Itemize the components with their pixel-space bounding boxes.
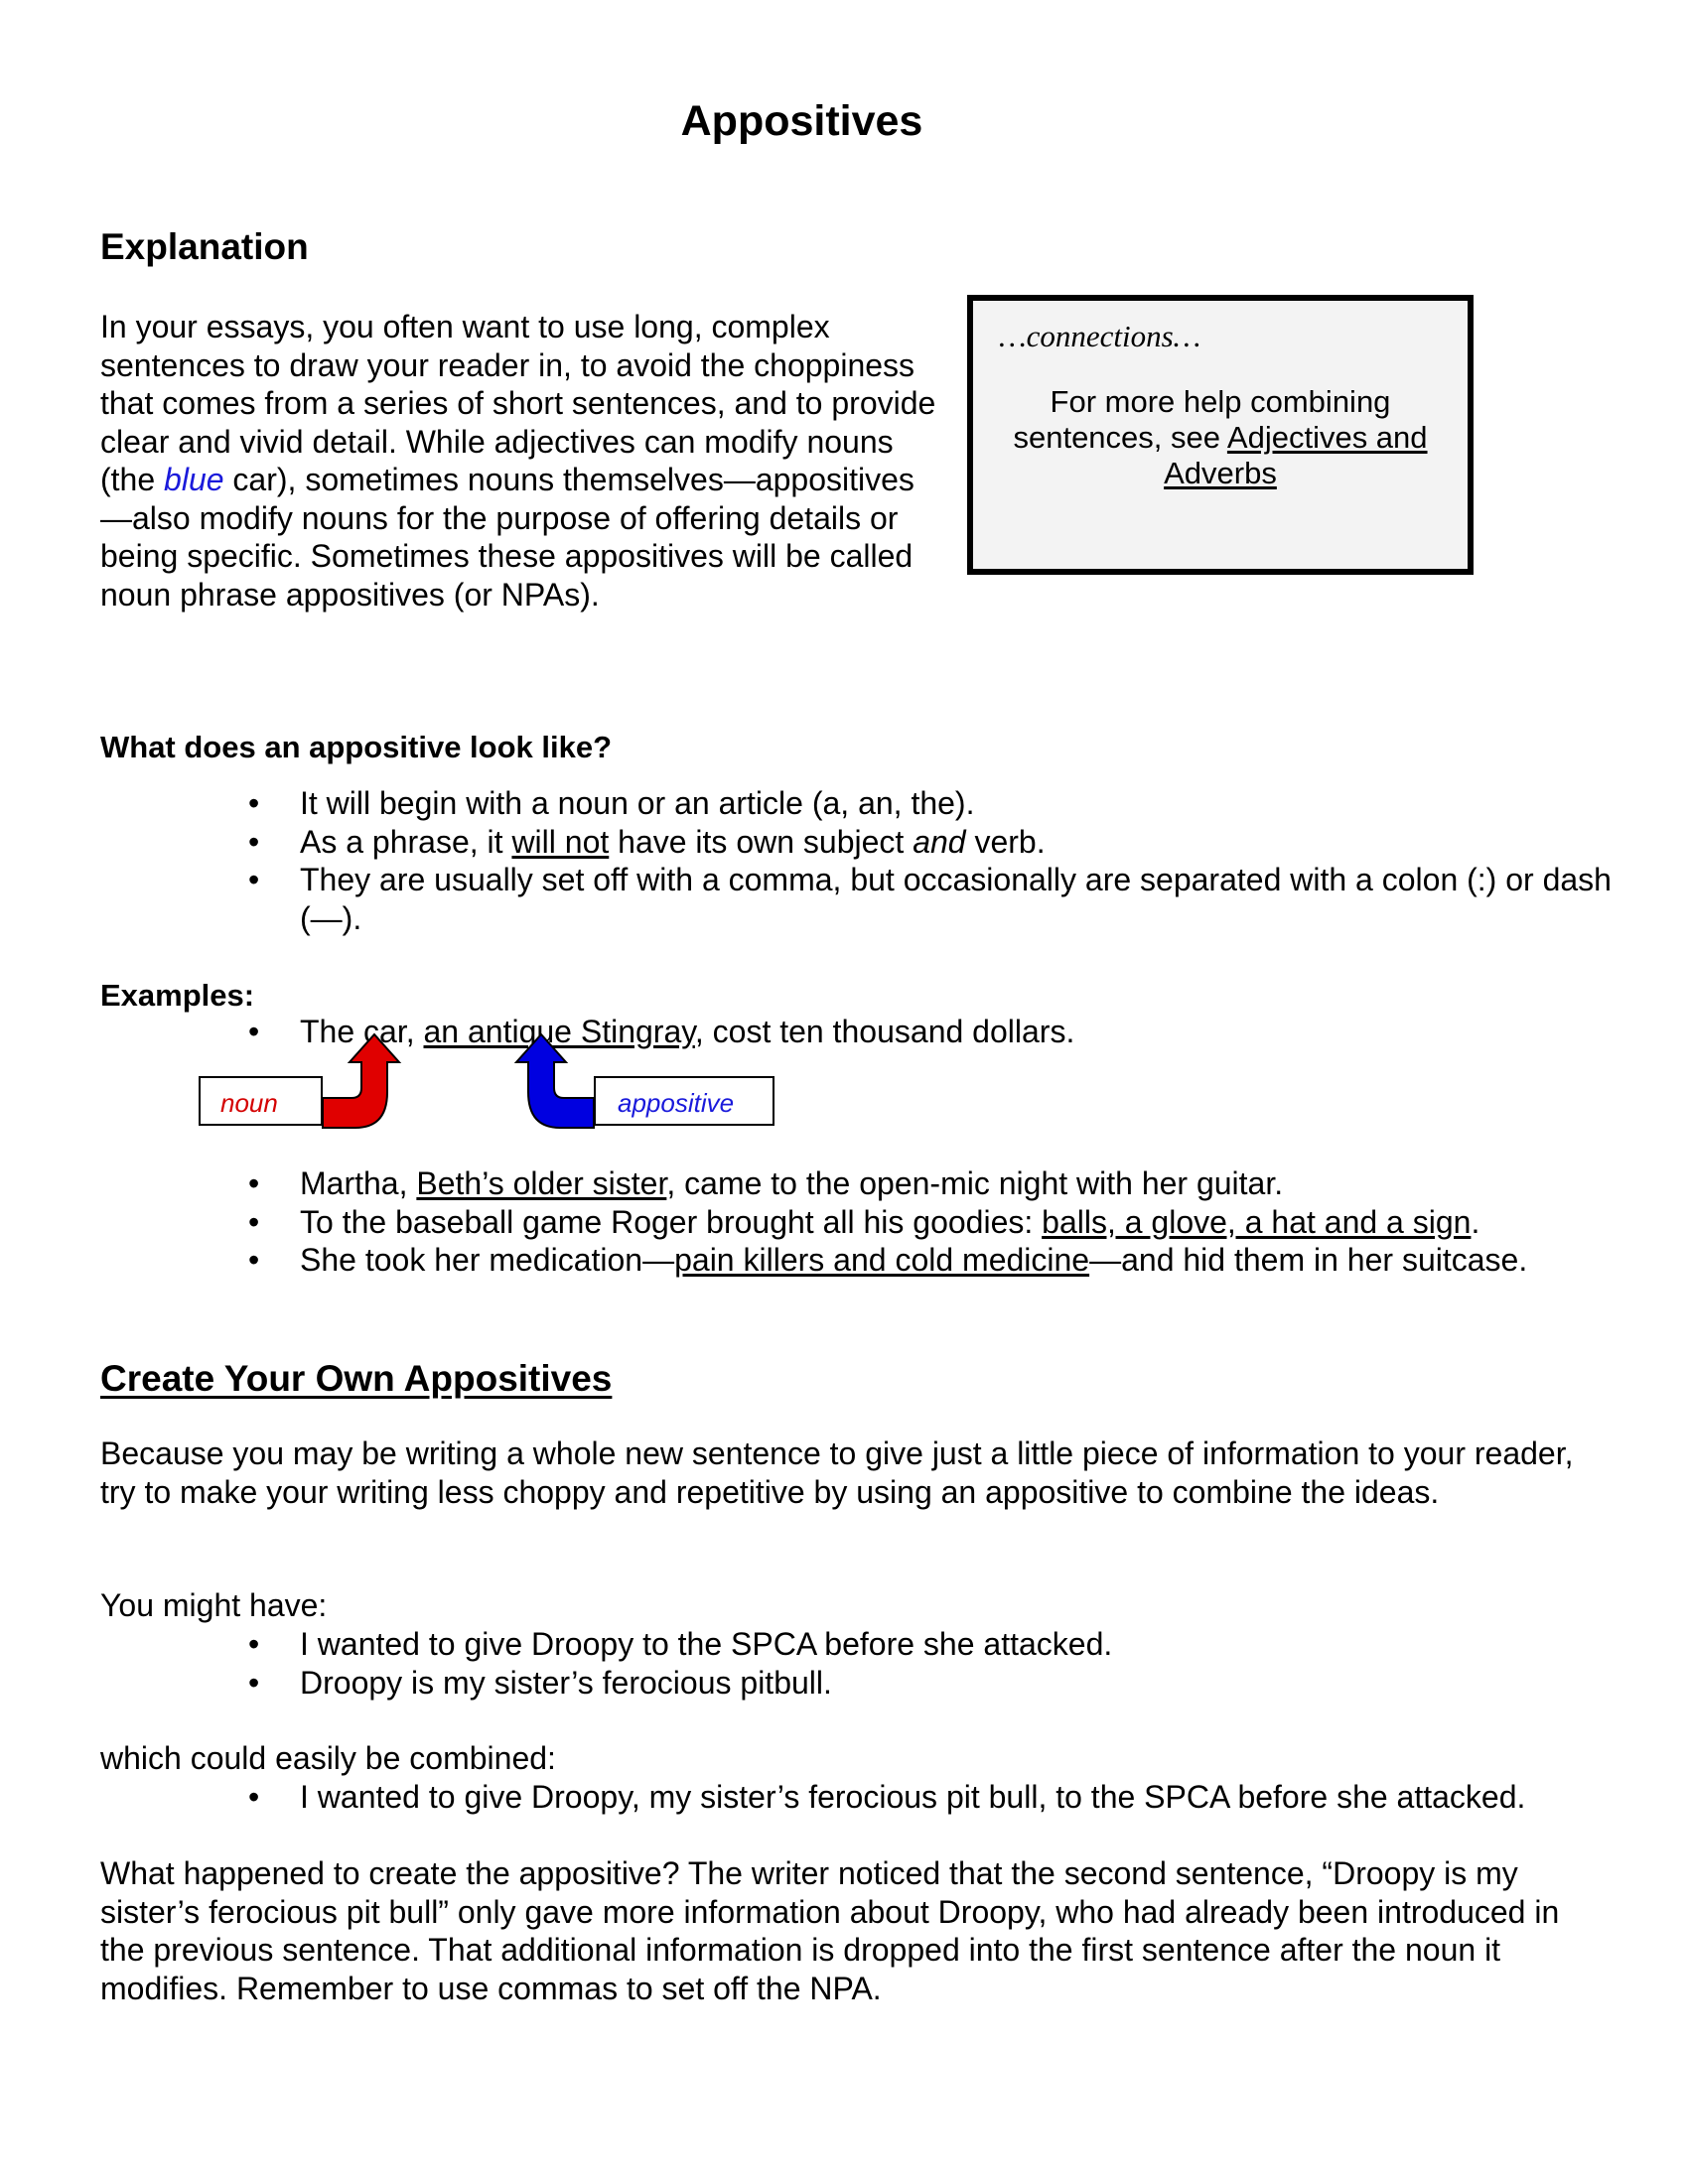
list-item: • They are usually set off with a comma, but occasionally are separated with a colon (:) or dash (—). (248, 861, 1618, 937)
create-heading: Create Your Own Appositives (100, 1358, 613, 1399)
example-item (248, 1241, 1618, 1280)
example-list-more (248, 1164, 1618, 1280)
example-text: The car, (300, 1014, 424, 1049)
connections-label: …connections… (999, 319, 1201, 353)
connections-help-text (973, 384, 1468, 491)
example-text: , cost ten thousand dollars. (694, 1014, 1075, 1049)
explanation-paragraph (100, 308, 944, 614)
look-like-list (248, 784, 1618, 937)
example-text: Martha, (300, 1165, 417, 1201)
final-paragraph: What happened to create the appositive? The writer noticed that the second sentence, “Droopy is my sister’s ferocious pit bull” only gave more information about Droopy, who had already been introduced in the previous sentence. That additional information is dropped into the first sentence after the noun it modifies. Remember to use commas to set off the NPA. (100, 1855, 1560, 2006)
list-item-text: verb. (965, 823, 1046, 860)
look-like-heading: What does an appositive look like? (100, 730, 613, 764)
page-title: Appositives (680, 97, 923, 145)
appositive-arrow-icon (516, 1034, 594, 1128)
create-intro-paragraph: Because you may be writing a whole new sentence to give just a little piece of information to your reader, try to make your writing less choppy and repetitive by using an appositive to combine the ideas. (100, 1435, 1574, 1510)
list-item-text: have its own subject (609, 823, 914, 860)
example-text: —and hid them in her suitcase. (1089, 1242, 1528, 1278)
adjectives-adverbs-link[interactable]: Adjectives and Adverbs (1164, 420, 1428, 490)
list-item: • It will begin with a noun or an article (a, an, the). (248, 784, 1618, 823)
example-text: , came to the open-mic night with her guitar. (666, 1165, 1284, 1201)
appositive-label-box: appositive (594, 1076, 774, 1126)
blue-example-word: blue (164, 462, 224, 497)
example-text: She took her medication— (300, 1242, 675, 1278)
emphasis-and: and (913, 823, 966, 860)
appositive-underlined: balls, a glove, a hat and a sign (1042, 1203, 1472, 1240)
list-item-text: As a phrase, it (300, 823, 512, 860)
list-item: • I wanted to give Droopy to the SPCA before she attacked. (248, 1625, 1618, 1664)
might-have-list (248, 1625, 1618, 1702)
connections-callout-box (967, 295, 1474, 575)
noun-label-box: noun (199, 1076, 323, 1126)
explanation-heading: Explanation (100, 226, 309, 267)
emphasis-will-not: will not (511, 823, 610, 860)
list-item (248, 823, 1618, 862)
appositive-underlined: an antique Stingray (423, 1014, 695, 1049)
example-item (248, 1203, 1618, 1242)
explanation-text-end: car), sometimes nouns themselves—appositives—also modify nouns for the purpose of offering details or being specific. Sometimes these appositives will be called noun phrase appositives (or NPAs). (100, 462, 914, 613)
example-item (248, 1164, 1618, 1203)
combined-intro: which could easily be combined: (100, 1740, 556, 1776)
examples-heading: Examples: (100, 978, 255, 1013)
noun-arrow-icon (323, 1034, 399, 1128)
list-item: • Droopy is my sister’s ferocious pitbull. (248, 1664, 1618, 1703)
connections-help-lead: For more help combining sentences, see (1013, 384, 1391, 455)
explanation-text-start: In your essays, you often want to use long, complex sentences to draw your reader in, to avoid the choppiness that comes from a series of short sentences, and to provide clear and vivid detail. While adjectives can modify nouns (the (100, 309, 936, 497)
combined-list (248, 1778, 1638, 1817)
appositive-underlined: pain killers and cold medicine (674, 1242, 1090, 1278)
list-item: • I wanted to give Droopy, my sister’s ferocious pit bull, to the SPCA before she attacked. (248, 1778, 1638, 1817)
appositive-underlined: Beth’s older sister (416, 1165, 667, 1201)
example-text: . (1471, 1203, 1480, 1240)
might-have-label: You might have: (100, 1587, 328, 1623)
example-text: To the baseball game Roger brought all his goodies: (300, 1203, 1043, 1240)
